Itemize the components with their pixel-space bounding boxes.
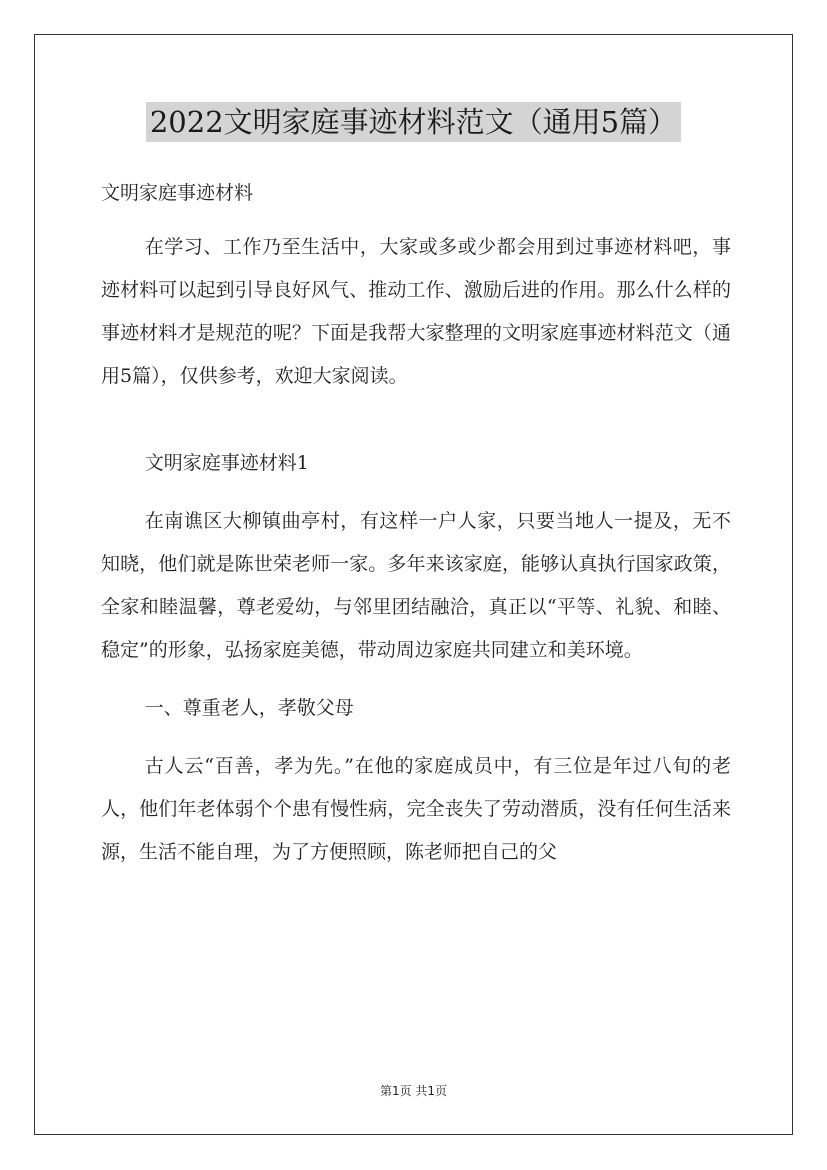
document-body [101, 172, 731, 874]
page-footer: 第1页 共1页 [379, 1084, 448, 1098]
body-paragraph: 在南谯区大柳镇曲亭村，有这样一户人家，只要当地人一提及，无不知晓，他们就是陈世荣老师一家。多年来该家庭，能够认真执行国家政策，全家和睦温馨，尊老爱幼，与邻里团结融洽，真正以“平等、礼貌、和睦、稳定”的形象，弘扬家庭美德，带动周边家庭共同建立和美环境。 [101, 510, 731, 661]
intro-paragraph: 在学习、工作乃至生活中，大家或多或少都会用到过事迹材料吧，事迹材料可以起到引导良好风气、推动工作、激励后进的作用。那么什么样的事迹材料才是规范的呢？下面是我帮大家整理的文明家庭事迹材料范文（通用5篇），仅供参考，欢迎大家阅读。 [101, 236, 731, 387]
section-heading: 文明家庭事迹材料 [101, 182, 254, 204]
body-paragraph: 古人云“百善，孝为先。”在他的家庭成员中，有三位是年过八旬的老人，他们年老体弱个个患有慢性病，完全丧失了劳动潜质，没有任何生活来源，生活不能自理，为了方便照顾，陈老师把自己的父 [101, 755, 731, 863]
document-title: 2022文明家庭事迹材料范文（通用5篇） [146, 102, 681, 142]
material-heading: 文明家庭事迹材料1 [144, 452, 309, 474]
subsection-heading: 一、尊重老人，孝敬父母 [144, 697, 354, 719]
title-container [0, 102, 827, 142]
